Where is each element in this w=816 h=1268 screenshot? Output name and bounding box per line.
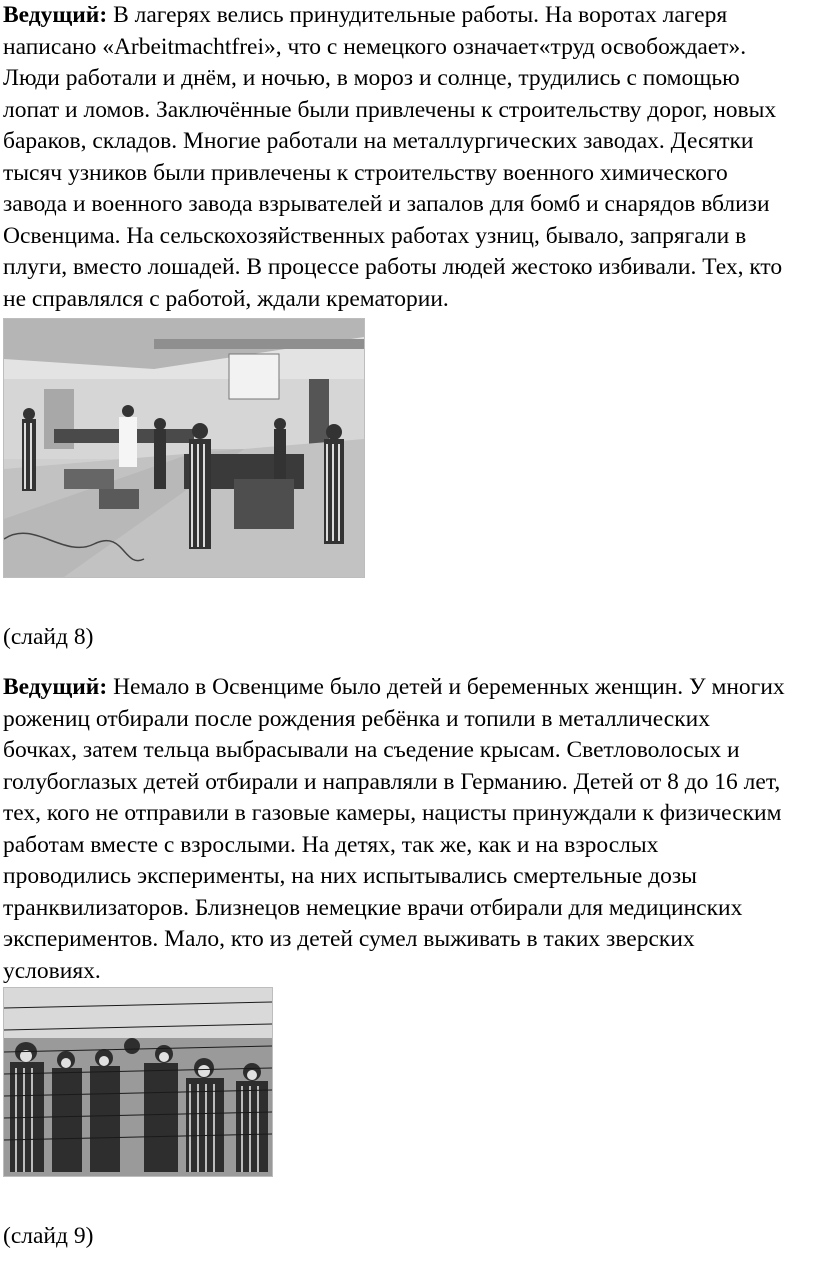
children-photo-illustration [4, 988, 272, 1176]
text-line: бочках, затем тельца выбрасывали на съедение крысам. Светловолосых и [3, 737, 740, 763]
text-line: написано «Arbeitmachtfrei», что с немецкого означает«труд освобождает». [3, 33, 747, 60]
text-line: рожениц отбирали после рождения ребёнка и топили в металлических [3, 705, 710, 732]
paragraph-forced-labor [3, 0, 813, 315]
slide-label-8: (слайд 8) [3, 624, 94, 650]
text-line: Люди работали и днём, и ночью, в мороз и солнце, трудились с помощью [3, 65, 740, 91]
speaker-label: Ведущий: [3, 2, 108, 28]
text-line: работам вместе с взрослыми. На детях, так же, как и на взрослых [3, 831, 659, 858]
text-line: В лагерях велись принудительные работы. На воротах лагеря [107, 2, 728, 28]
paragraph-children [3, 672, 813, 987]
text-line: плуги, вместо лошадей. В процессе работы людей жестоко избивали. Тех, кто [3, 254, 783, 280]
text-line: Освенцима. На сельскохозяйственных работах узниц, бывало, запрягали в [3, 222, 747, 249]
speaker-label: Ведущий: [3, 674, 108, 700]
text-line: условиях. [3, 957, 101, 984]
text-line: лопат и ломов. Заключённые были привлечены к строительству дорог, новых [3, 96, 777, 123]
text-line: тысяч узников были привлечены к строительству военного химического [3, 159, 728, 186]
factory-photo-illustration [4, 319, 364, 577]
text-line: не справлялся с работой, ждали крематории. [3, 285, 449, 312]
children-behind-fence-photo [3, 987, 273, 1177]
text-line: голубоглазых детей отбирали и направляли в Германию. Детей от 8 до 16 лет, [3, 768, 781, 795]
slide-label-9: (слайд 9) [3, 1223, 94, 1249]
text-line: транквилизаторов. Близнецов немецкие врачи отбирали для медицинских [3, 894, 743, 921]
text-line: проводились эксперименты, на них испытывались смертельные дозы [3, 863, 697, 889]
text-line: тех, кого не отправили в газовые камеры, нацисты принуждали к физическим [3, 800, 782, 826]
text-line: экспериментов. Мало, кто из детей сумел выживать в таких зверских [3, 926, 695, 952]
text-line: Немало в Освенциме было детей и беременных женщин. У многих [107, 674, 785, 700]
text-line: бараков, складов. Многие работали на металлургических заводах. Десятки [3, 128, 754, 154]
text-line: завода и военного завода взрывателей и запалов для бомб и снарядов вблизи [3, 191, 770, 217]
factory-workers-photo [3, 318, 365, 578]
